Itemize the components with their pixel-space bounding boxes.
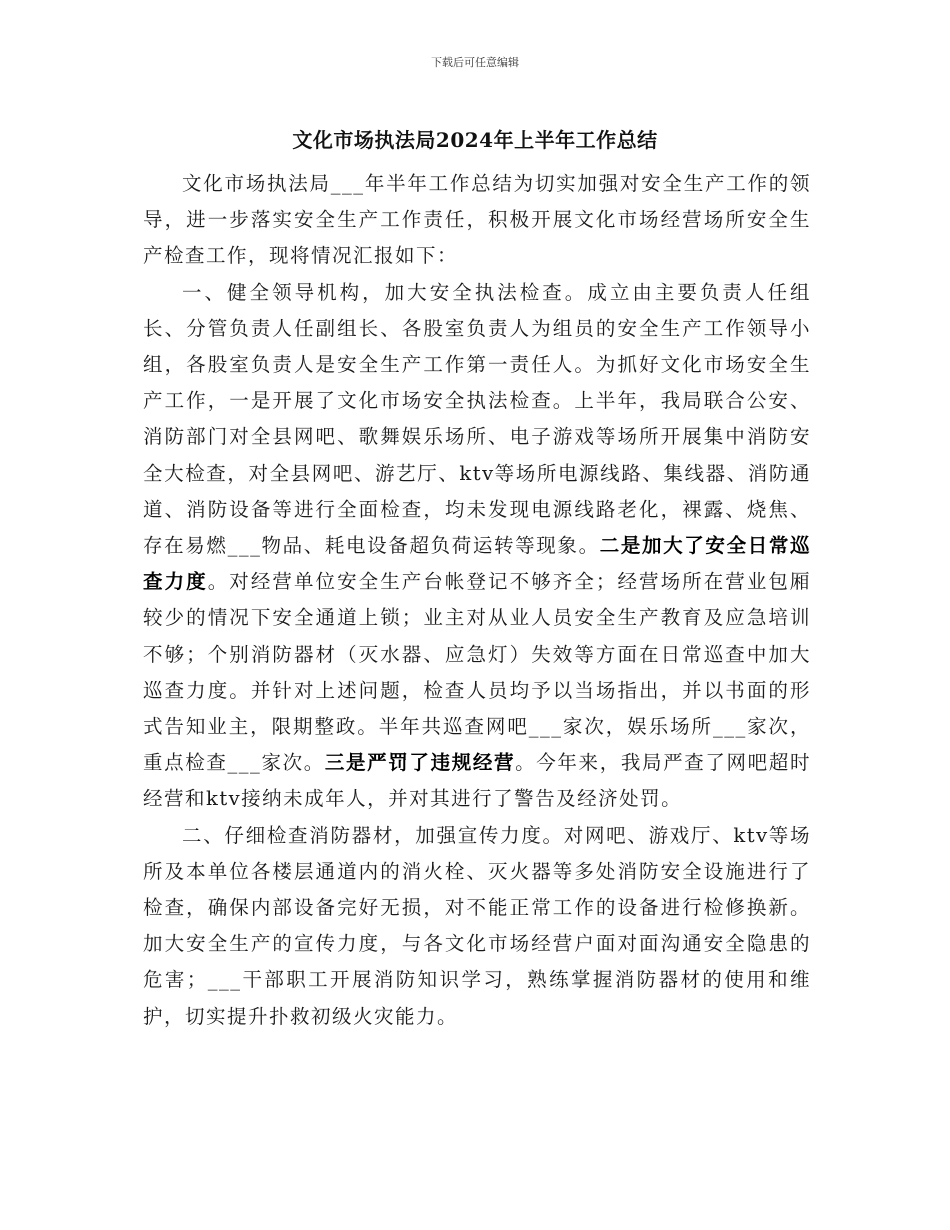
section-two-paragraph	[143, 818, 811, 1035]
section-one-bold-1: 二是加大了安全日常巡查力度	[143, 534, 811, 594]
section-one-text-2: 。对经营单位安全生产台帐登记不够齐全；经营场所在营业包厢较少的情况下安全通道上锁；业主对从业人员安全生产教育及应急培训不够；个别消防器材（灭水器、应急灯）失效等方面在日常巡查中加大巡查力度。并针对上述问题，检查人员均予以当场指出，并以书面的形式告知业主，限期整政。半年共巡查网吧___家次，娱乐场所___家次，重点检查___家次。	[143, 570, 811, 775]
intro-text: 文化市场执法局___年半年工作总结为切实加强对安全生产工作的领导，进一步落实安全生产工作责任，积极开展文化市场经营场所安全生产检查工作，现将情况汇报如下：	[143, 172, 811, 268]
section-one-text-3: 。今年来，我局严查了网吧超时经营和ktv接纳未成年人，并对其进行了警告及经济处罚。	[143, 751, 811, 811]
section-two-text: 二、仔细检查消防器材，加强宣传力度。对网吧、游戏厅、ktv等场所及本单位各楼层通道内的消火栓、灭火器等多处消防安全设施进行了检查，确保内部设备完好无损，对不能正常工作的设备进行检修换新。加大安全生产的宣传力度，与各文化市场经营户面对面沟通安全隐患的危害；___干部职工开展消防知识学习，熟练掌握消防器材的使用和维护，切实提升扑救初级火灾能力。	[143, 823, 811, 1028]
section-one-paragraph	[143, 275, 811, 818]
header-note: 下载后可任意编辑	[431, 56, 519, 69]
section-one-text-1: 一、健全领导机构，加大安全执法检查。成立由主要负责人任组长、分管负责人任副组长、各股室负责人为组员的安全生产工作领导小组，各股室负责人是安全生产工作第一责任人。为抓好文化市场安全生产工作，一是开展了文化市场安全执法检查。上半年，我局联合公安、消防部门对全县网吧、歌舞娱乐场所、电子游戏等场所开展集中消防安全大检查，对全县网吧、游艺厅、ktv等场所电源线路、集线器、消防通道、消防设备等进行全面检查，均未发现电源线路老化，裸露、烧焦、存在易燃___物品、耗电设备超负荷运转等现象。	[143, 280, 811, 558]
document-title: 文化市场执法局2024年上半年工作总结	[292, 128, 658, 152]
document-body	[143, 166, 811, 1035]
intro-paragraph	[143, 166, 811, 275]
section-one-bold-2: 三是严罚了违规经营	[324, 751, 516, 775]
